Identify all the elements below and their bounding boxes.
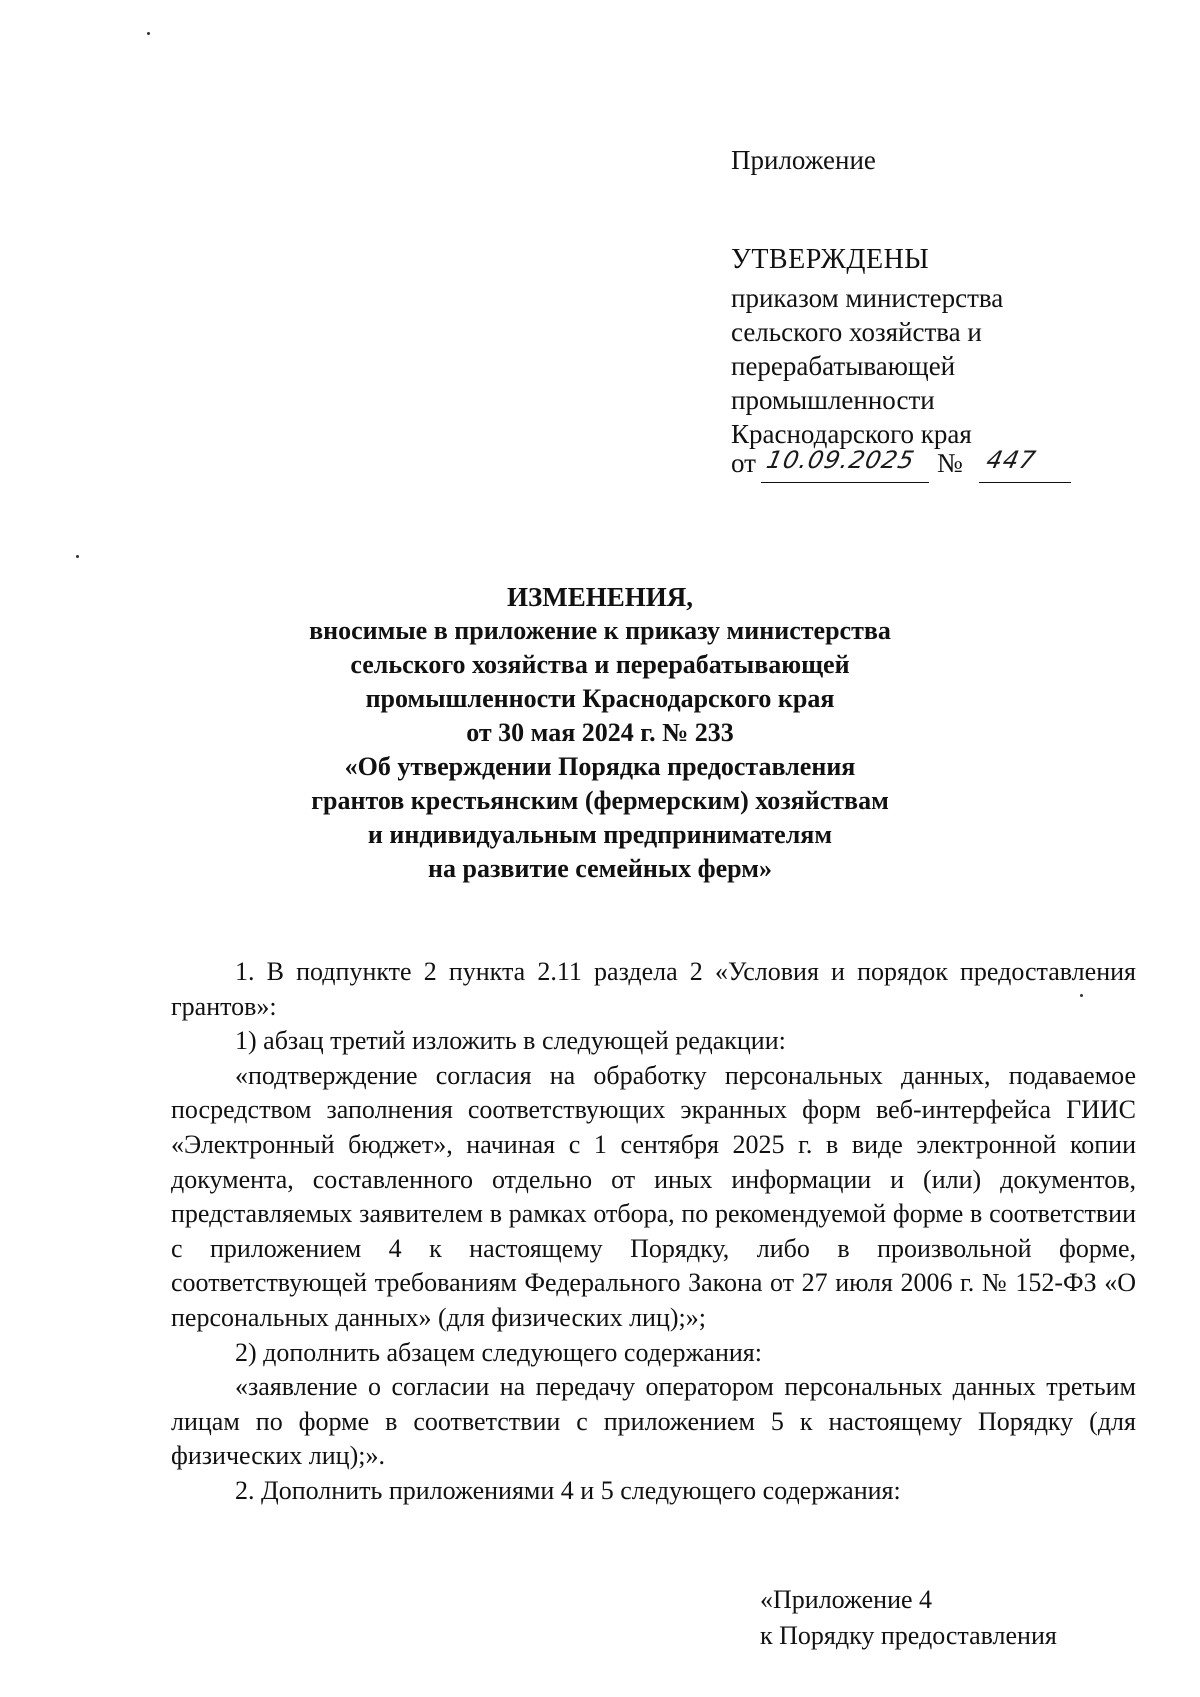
- approval-line: промышленности: [731, 385, 935, 415]
- paragraph-5: «заявление о согласии на передачу оператором персональных данных третьим лицам по форме в соответствии с приложением 5 к настоящему Порядку (для физических лиц);».: [171, 1372, 1136, 1471]
- ot-label: от: [731, 448, 756, 478]
- handwritten-number: 447: [984, 446, 1039, 474]
- paragraph-2: 1) абзац третий изложить в следующей редакции:: [235, 1026, 786, 1056]
- number-underline: [979, 482, 1071, 483]
- title-line: и индивидуальным предпринимателям: [367, 820, 833, 849]
- title-line: «Об утверждении Порядка предоставления: [344, 752, 856, 781]
- approval-heading: УТВЕРЖДЕНЫ: [731, 244, 930, 275]
- document-body: [171, 955, 1136, 1509]
- scan-speck: [147, 32, 150, 35]
- approval-line: перерабатывающей: [731, 351, 956, 381]
- document-title: [240, 580, 960, 886]
- approval-block: [731, 243, 1111, 451]
- title-line: грантов крестьянским (фермерским) хозяйствам: [311, 786, 889, 815]
- handwritten-date: 10.09.2025: [764, 446, 918, 474]
- approval-line: Краснодарского края: [731, 419, 972, 449]
- approval-line: сельского хозяйства и: [731, 317, 982, 347]
- appendix-label: Приложение: [731, 145, 876, 175]
- title-line: промышленности Краснодарского края: [365, 684, 835, 713]
- title-line: сельского хозяйства и перерабатывающей: [350, 650, 850, 679]
- scan-speck: [76, 555, 79, 558]
- appendix-4-subtitle: к Порядку предоставления: [760, 1621, 1057, 1650]
- order-date-number-line: [731, 444, 1071, 484]
- title-line: вносимые в приложение к приказу министерства: [309, 616, 891, 645]
- approval-line: приказом министерства: [731, 283, 1004, 313]
- date-underline: [761, 482, 929, 483]
- paragraph-4: 2) дополнить абзацем следующего содержания:: [235, 1337, 762, 1367]
- appendix-4-header: [760, 1582, 1057, 1654]
- number-label: №: [937, 448, 963, 478]
- paragraph-3: «подтверждение согласия на обработку персональных данных, подаваемое посредством заполнения соответствующих экранных форм веб-интерфейса ГИИС «Электронный бюджет», начиная с 1 сентября 2025 г. в виде электронной копии документа, составленного отдельно от иных информации и (или) документов, представляемых заявителем в рамках отбора, по рекомендуемой форме в соответствии с приложением 4 к настоящему Порядку, либо в произвольной форме, соответствующей требованиям Федерального Закона от 27 июля 2006 г. № 152-ФЗ «О персональных данных» (для физических лиц);»;: [171, 1060, 1136, 1332]
- appendix-4-title: «Приложение 4: [760, 1585, 933, 1614]
- paragraph-6: 2. Дополнить приложениями 4 и 5 следующего содержания:: [235, 1475, 901, 1505]
- title-heading: ИЗМЕНЕНИЯ,: [506, 582, 693, 612]
- title-line: на развитие семейных ферм»: [428, 854, 772, 883]
- paragraph-1: 1. В подпункте 2 пункта 2.11 раздела 2 «Условия и порядок предоставления грантов»:: [171, 957, 1136, 1021]
- title-line: от 30 мая 2024 г. № 233: [466, 718, 734, 747]
